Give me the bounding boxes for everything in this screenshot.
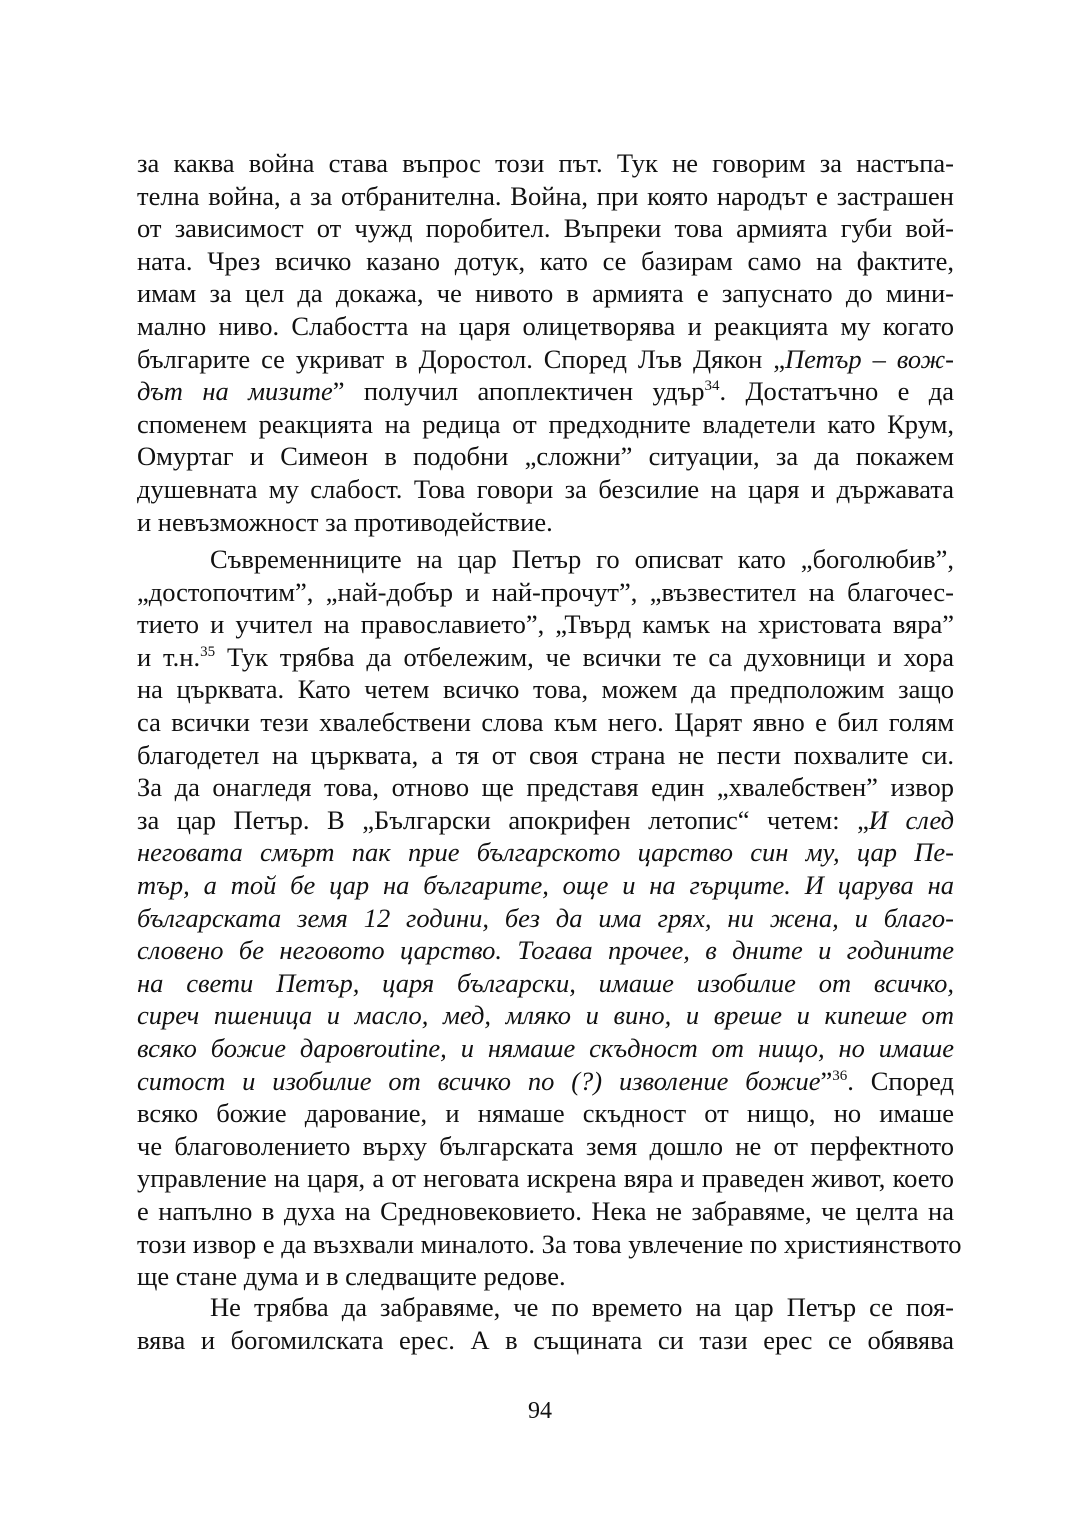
text-line: [137, 343, 954, 376]
text-run: неговата смърт пак прие българското царство син му, цар Пе-: [137, 837, 954, 868]
text-line: [137, 934, 954, 967]
text-run: телна война, а за отбранителна. Война, при която народът е застрашен: [137, 180, 954, 211]
text-run: дът на мизите: [137, 376, 333, 407]
text-line: [137, 440, 954, 473]
text-line: [137, 967, 954, 1000]
text-line: [137, 277, 954, 310]
text-run: на свети Петър, царя български, имаше изобилие от всичко,: [137, 967, 954, 998]
text-line: [137, 641, 954, 674]
footnote-ref: 35: [200, 643, 216, 660]
text-run: Петър – вож-: [784, 343, 954, 374]
footnote-ref: 36: [832, 1067, 848, 1084]
text-run: ”: [820, 1065, 833, 1096]
text-run: българската земя 12 години, без да има грях, ни жена, и благо-: [137, 902, 954, 933]
text-run: тието и учител на православието”, „Твърд камък на христовата вяра”: [137, 609, 954, 640]
footnote-ref: 34: [704, 378, 720, 395]
text-run: словено бе неговото царство. Тогава прочее, в дните и годините: [137, 935, 954, 966]
text-run: благодетел на църквата, а тя от своя страна не пести похвалите си.: [137, 739, 954, 770]
text-run: за каква война става въпрос този път. Тук не говорим за настъпа-: [137, 148, 954, 178]
text-run: споменем реакцията на редица от предходните владетели като Крум,: [137, 408, 954, 439]
text-run: че благоволението върху българската земя дошло не от перфектното: [137, 1130, 954, 1161]
text-run: всяко божие даровroutine, и нямаше скъдност от нищо, но имаше: [137, 1033, 954, 1063]
text-line: [137, 506, 954, 539]
text-line: [137, 576, 954, 609]
text-line: [137, 180, 954, 213]
text-line: [137, 1065, 954, 1098]
text-line: [137, 473, 954, 506]
text-run: сиреч пшеница и масло, мед, мляко и вино, и вреше и кипеше от: [137, 1000, 954, 1031]
text-line: [137, 147, 954, 180]
text-run: на църквата. Като четем всичко това, можем да предположим защо: [137, 674, 954, 705]
text-line: [137, 1228, 962, 1261]
text-line: [137, 1032, 954, 1065]
page-number: 94: [528, 1398, 552, 1424]
text-run: ще стане дума и в следващите редове.: [137, 1261, 566, 1292]
text-run: Съвременниците на цар Петър го описват като „боголюбив”,: [210, 544, 954, 574]
text-run: ” получил апоплектичен удър: [332, 376, 705, 407]
text-line: [137, 1130, 954, 1163]
text-line: [137, 869, 954, 902]
text-line: [137, 706, 954, 739]
text-line: [137, 1162, 954, 1195]
text-run: душевната му слабост. Това говори за безсилие на царя и държавата: [137, 474, 954, 504]
text-run: ната. Чрез всичко казано дотук, като се базирам само на фактите,: [137, 245, 954, 276]
text-line: [137, 1195, 954, 1228]
text-line: [137, 902, 954, 935]
text-run: мално ниво. Слабостта на царя олицетворява и реакцията му когато: [137, 311, 954, 341]
text-line: [210, 1291, 954, 1324]
text-line: [137, 375, 954, 408]
text-run: тър, а той бе цар на българите, още и на гърците. И царува на: [137, 870, 954, 900]
text-line: [137, 1097, 954, 1130]
text-line: [137, 408, 954, 441]
text-run: вява и богомилската ерес. А в същината си тази ерес се обявява: [137, 1324, 954, 1355]
text-run: всяко божие дарование, и нямаше скъдност от нищо, но имаше: [137, 1098, 954, 1129]
text-run: „достопочтим”, „най-добър и най-прочут”, „възвестител на благочес-: [137, 576, 954, 607]
text-line: [137, 1324, 954, 1357]
text-run: и невъзможност за противодействие.: [137, 506, 553, 537]
text-run: управление на царя, а от неговата искрена вяра и праведен живот, което: [137, 1163, 954, 1194]
text-run: . Според: [847, 1065, 954, 1096]
text-line: [137, 673, 954, 706]
text-line: [137, 212, 954, 245]
text-run: Не трябва да забравяме, че по времето на цар Петър се поя-: [210, 1292, 954, 1322]
text-run: имам за цел да докажа, че нивото в армията е запуснато до мини-: [137, 278, 954, 309]
text-run: е напълно в духа на Средновековието. Нека не забравяме, че целта на: [137, 1196, 954, 1226]
text-run: Тук трябва да отбележим, че всички те са духовници и хора: [215, 641, 954, 672]
text-run: и т.н.: [137, 641, 201, 672]
text-line: [137, 836, 954, 869]
text-line: [137, 739, 954, 772]
text-line: [137, 999, 954, 1032]
text-run: българите се укриват в Доростол. Според Лъв Дякон „: [137, 343, 785, 374]
text-run: Омуртаг и Симеон в подобни „сложни” ситуации, за да покажем: [137, 441, 954, 472]
text-run: За да онагледя това, отново ще представя един „хвалебствен” извор: [137, 772, 954, 803]
text-line: [137, 771, 954, 804]
text-run: И след: [868, 804, 954, 835]
text-line: [137, 804, 954, 837]
text-line: [137, 245, 954, 278]
text-run: са всички тези хвалебствени слова към него. Царят явно е бил голям: [137, 707, 954, 737]
text-run: този извор е да възхвали миналото. За това увлечение по християнството: [137, 1228, 962, 1259]
text-run: за цар Петър. В „Български апокрифен летопис“ четем: „: [137, 804, 869, 835]
text-run: . Достатъчно е да: [719, 376, 954, 407]
text-line: [137, 310, 954, 343]
text-run: ситост и изобилие от всичко по (?) изволение божие: [137, 1065, 821, 1096]
text-run: от зависимост от чужд поробител. Въпреки това армията губи вой-: [137, 213, 954, 244]
text-line: [210, 543, 954, 576]
text-line: [137, 608, 954, 641]
text-line: [137, 1260, 954, 1293]
